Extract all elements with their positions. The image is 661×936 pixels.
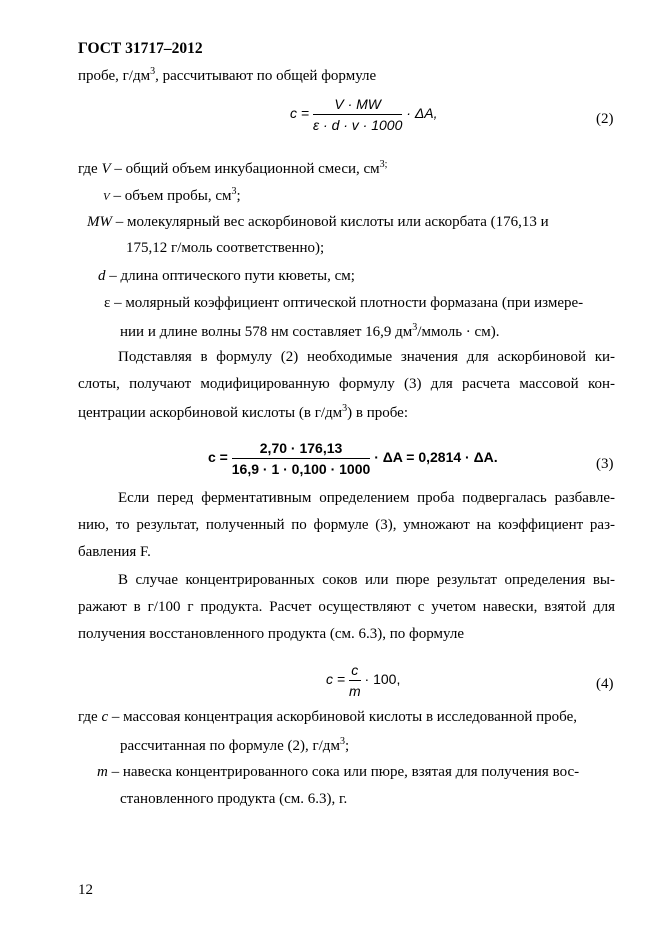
where-eps-cont [120, 323, 499, 340]
symbol-epsilon: ε [104, 295, 111, 311]
para3-line3: бавления F. [78, 544, 151, 560]
desc-epsilon-2: нии и длине волны 578 нм составляет 16,9 дм [120, 324, 413, 340]
sup-v: 3 [231, 186, 237, 197]
desc-c-2: рассчитанная по формуле (2), г/дм [120, 738, 340, 754]
formula-4-denominator: m [348, 683, 361, 699]
where-c [78, 710, 577, 725]
equation-number-3: (3) [596, 456, 614, 472]
formula-4-rhs: · 100, [364, 671, 401, 688]
desc-MW-1: – молекулярный вес аскорбиновой кислоты или аскорбата (176,13 и [112, 214, 549, 230]
where-V [78, 160, 387, 177]
formula-3-rhs: · ΔA = 0,2814 · ΔA. [374, 449, 498, 466]
desc-v-end: ; [236, 188, 241, 204]
sup-epsilon: 3 [412, 322, 418, 333]
formula-2-denominator: ε · d · v · 1000 [312, 117, 403, 133]
where-d [98, 269, 355, 284]
symbol-V: V [101, 161, 111, 177]
desc-d: – длина оптического пути кюветы, см; [105, 268, 355, 284]
symbol-v: V [103, 191, 110, 203]
equation-number-2: (2) [596, 111, 614, 127]
where-v [103, 187, 241, 204]
para2-line2: слоты, получают модифицированную формулу (3) для расчета массовой кон- [78, 376, 615, 392]
intro-line [78, 67, 376, 84]
formula-4-numerator: c [349, 662, 361, 681]
formula-2-fraction [313, 96, 402, 133]
formula-4 [326, 662, 400, 699]
para3-line1: Если перед ферментативным определением проба подвергалась разбавле- [118, 490, 615, 506]
formula-3-lhs: c = [208, 449, 228, 466]
formula-4-lhs: c = [326, 671, 346, 688]
desc-c-1: – массовая концентрация аскорбиновой кислоты в исследованной пробе, [108, 709, 577, 725]
symbol-MW: MW [87, 214, 112, 230]
para4-line2: ражают в г/100 г продукта. Расчет осуществляют с учетом навески, взятой для [78, 599, 615, 615]
formula-2-lhs: c = [290, 105, 310, 122]
formula-2 [290, 96, 437, 133]
desc-v: – объем пробы, см [109, 188, 232, 204]
desc-m-1: – навеска концентрированного сока или пюре, взятая для получения вос- [107, 764, 580, 780]
page-number: 12 [78, 882, 93, 898]
where2-word: где [78, 709, 102, 725]
intro-sup: 3 [150, 66, 156, 77]
sup-V: 3; [379, 159, 388, 170]
formula-3-fraction [232, 440, 371, 477]
para2-line3-text: центрации аскорбиновой кислоты (в г/дм [78, 405, 343, 421]
formula-3-denominator: 16,9 · 1 · 0,100 · 1000 [231, 461, 371, 477]
desc-V: – общий объем инкубационной смеси, см [110, 161, 380, 177]
symbol-c: c [101, 709, 109, 725]
symbol-m: m [97, 764, 108, 780]
para2-sup: 3 [342, 403, 348, 414]
where-MW-cont: 175,12 г/моль соответственно); [126, 240, 325, 256]
formula-3 [208, 440, 498, 477]
equation-number-4: (4) [596, 676, 614, 692]
desc-epsilon-2-end: /ммоль · см). [417, 324, 500, 340]
intro-text: пробе, г/дм [78, 68, 151, 84]
where-m-cont: становленного продукта (см. 6.3), г. [120, 791, 348, 807]
para2-line3 [78, 404, 408, 421]
para2-line3-end: ) в пробе: [347, 405, 409, 421]
para4-line1: В случае концентрированных соков или пюре результат определения вы- [118, 572, 615, 588]
formula-2-rhs: · ΔA, [406, 105, 438, 122]
formula-2-numerator: V · MW [313, 96, 402, 115]
where-word: где [78, 161, 102, 177]
standard-header: ГОСТ 31717–2012 [78, 40, 203, 57]
where-MW [87, 215, 549, 230]
formula-3-numerator: 2,70 · 176,13 [232, 440, 371, 459]
para4-line3: получения восстановленного продукта (см. 6.3), по формуле [78, 626, 465, 642]
desc-epsilon-1: – молярный коэффициент оптической плотности формазана (при измере- [110, 295, 584, 311]
sup-c: 3 [339, 736, 345, 747]
symbol-d: d [98, 268, 106, 284]
intro-text-end: , рассчитывают по общей формуле [155, 68, 377, 84]
where-m [97, 765, 579, 780]
formula-4-fraction [349, 662, 361, 699]
desc-c-2-end: ; [344, 738, 350, 754]
where-c-cont [120, 737, 349, 754]
where-eps [104, 296, 583, 311]
para2-line1: Подставляя в формулу (2) необходимые значения для аскорбиновой ки- [118, 349, 615, 365]
para3-line2: нию, то результат, полученный по формуле (3), умножают на коэффициент раз- [78, 517, 615, 533]
